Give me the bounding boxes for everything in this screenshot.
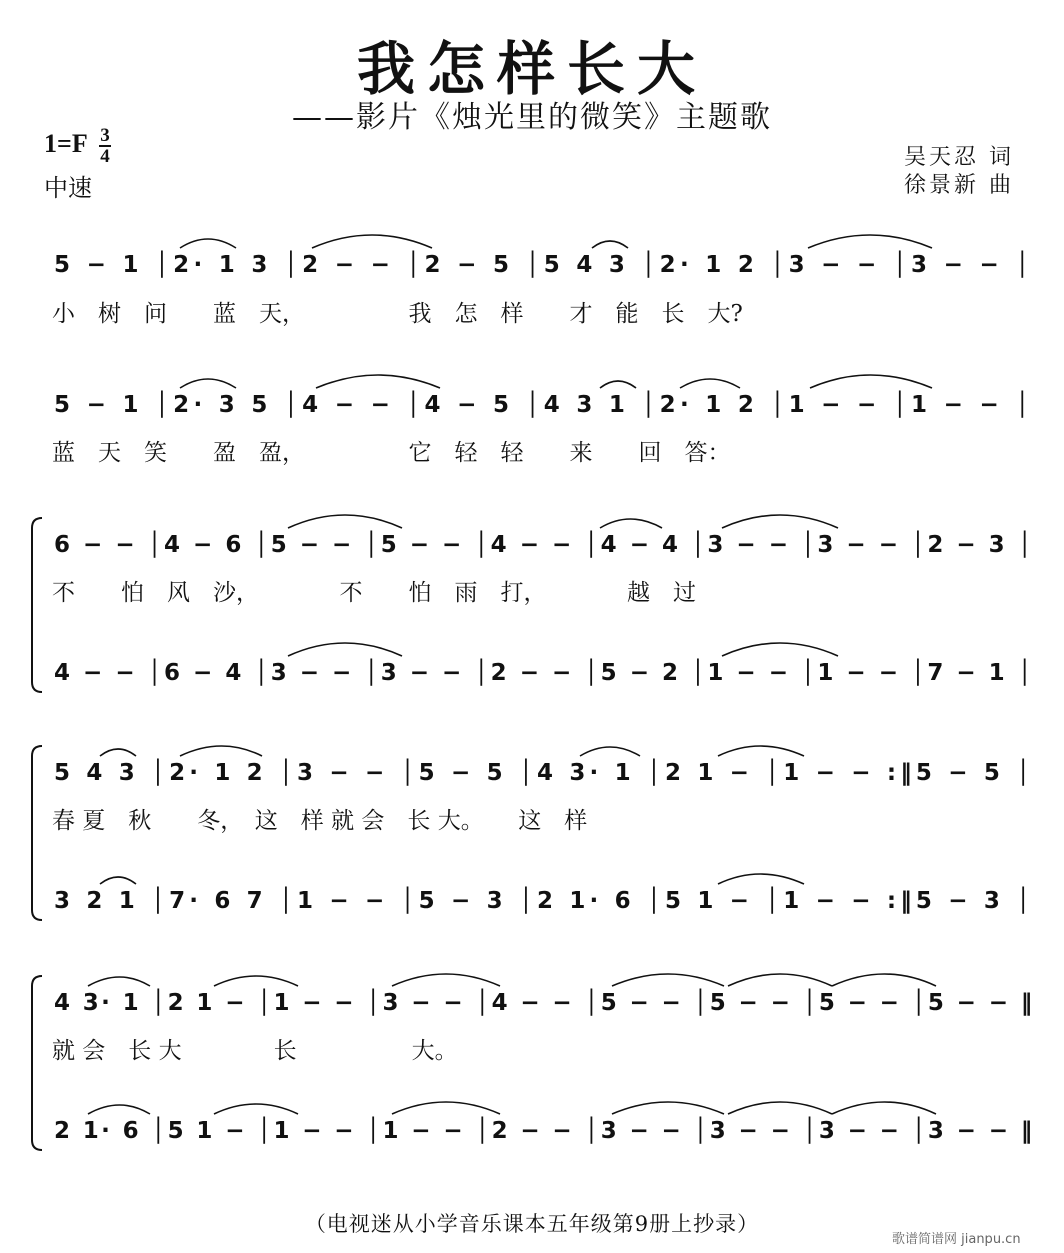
- composer-credit: 徐景新 曲: [904, 173, 1014, 198]
- site-watermark: 歌谱简谱网 jianpu.cn: [892, 1232, 1021, 1247]
- slur: [718, 874, 804, 884]
- lyrics-row-2: 蓝 天 笑 盈 盈， 它 轻 轻 来 回 答：: [52, 440, 731, 466]
- song-title: 我怎样长大: [356, 35, 707, 103]
- system-bracket-1: [32, 518, 42, 692]
- slur: [808, 235, 932, 248]
- slur: [180, 746, 262, 756]
- slur: [722, 515, 838, 528]
- system-bracket-3: [32, 976, 42, 1150]
- notes-row-6: 3 2 1 │7· 6 7 │1 − − │5 − 3 │2 1· 6 │5 1 − │1 − − :‖5 − 3 │: [54, 888, 1035, 914]
- slur: [810, 375, 932, 388]
- slur: [214, 1104, 298, 1114]
- time-bottom: 4: [100, 146, 110, 167]
- lyrics-row-7: 就 会 长 大 长 大。: [52, 1038, 458, 1064]
- source-note: （电视迷从小学音乐课本五年级第9册上抄录）: [304, 1212, 760, 1236]
- notes-row-3: 6 − − │4 − 6 │5 − − │5 − − │4 − − │4 − 4 │3 − − │3 − − │2 − 3 │: [54, 532, 1035, 558]
- slur: [722, 643, 838, 656]
- slur: [600, 381, 636, 388]
- notes-row-5: 5 4 3 │2· 1 2 │3 − − │5 − 5 │4 3· 1 │2 1 − │1 − − :‖5 − 5 │: [54, 760, 1035, 786]
- slur: [100, 877, 136, 884]
- slur: [580, 747, 640, 756]
- slur: [728, 1102, 832, 1114]
- slur: [612, 1102, 724, 1114]
- slur: [288, 643, 402, 656]
- notes-row-7: 4 3· 1 │2 1 − │1 − − │3 − − │4 − − │5 − − │5 − − │5 − − │5 − − ‖: [54, 990, 1035, 1016]
- notes-row-1: 5 − 1 │2· 1 3 │2 − − │2 − 5 │5 4 3 │2· 1 2 │3 − − │3 − − │: [54, 252, 1034, 278]
- slur: [88, 977, 150, 986]
- lyricist-credit: 吴天忍 词: [904, 145, 1014, 170]
- notes-row-4: 4 − − │6 − 4 │3 − − │3 − − │2 − − │5 − 2 │1 − − │1 − − │7 − 1 │: [54, 660, 1035, 686]
- tempo-marking: 中速: [44, 174, 92, 202]
- slur: [600, 519, 662, 528]
- slur: [680, 379, 740, 388]
- slur: [392, 974, 500, 986]
- lyrics-row-3: 不 怕 风 沙， 不 怕 雨 打， 越 过: [52, 580, 696, 606]
- slur: [312, 235, 432, 248]
- lyrics-row-1: 小 树 问 蓝 天， 我 怎 样 才 能 长 大?: [52, 301, 743, 327]
- slur: [592, 241, 628, 248]
- notes-row-2: 5 − 1 │2· 3 5 │4 − − │4 − 5 │4 3 1 │2· 1 2 │1 − − │1 − − │: [54, 392, 1034, 418]
- time-top: 3: [100, 125, 110, 146]
- slur: [612, 974, 724, 986]
- slur: [288, 515, 402, 528]
- slur: [392, 1102, 500, 1114]
- slur: [316, 375, 440, 388]
- lyrics-row-5: 春 夏 秋 冬， 这 样 就 会 长 大。 这 样: [52, 808, 588, 834]
- song-subtitle: ——影片《烛光里的微笑》主题歌: [292, 100, 772, 135]
- slur: [728, 974, 832, 986]
- slur: [100, 749, 136, 756]
- slur: [180, 239, 236, 248]
- system-bracket-2: [32, 746, 42, 920]
- slur: [832, 974, 936, 986]
- key-label: 1=F: [44, 128, 87, 158]
- slur: [214, 976, 298, 986]
- slur: [88, 1105, 150, 1114]
- slur: [180, 379, 236, 388]
- notes-row-8: 2 1· 6 │5 1 − │1 − − │1 − − │2 − − │3 − − │3 − − │3 − − │3 − − ‖: [54, 1118, 1035, 1144]
- slur: [832, 1102, 936, 1114]
- slur: [718, 746, 804, 756]
